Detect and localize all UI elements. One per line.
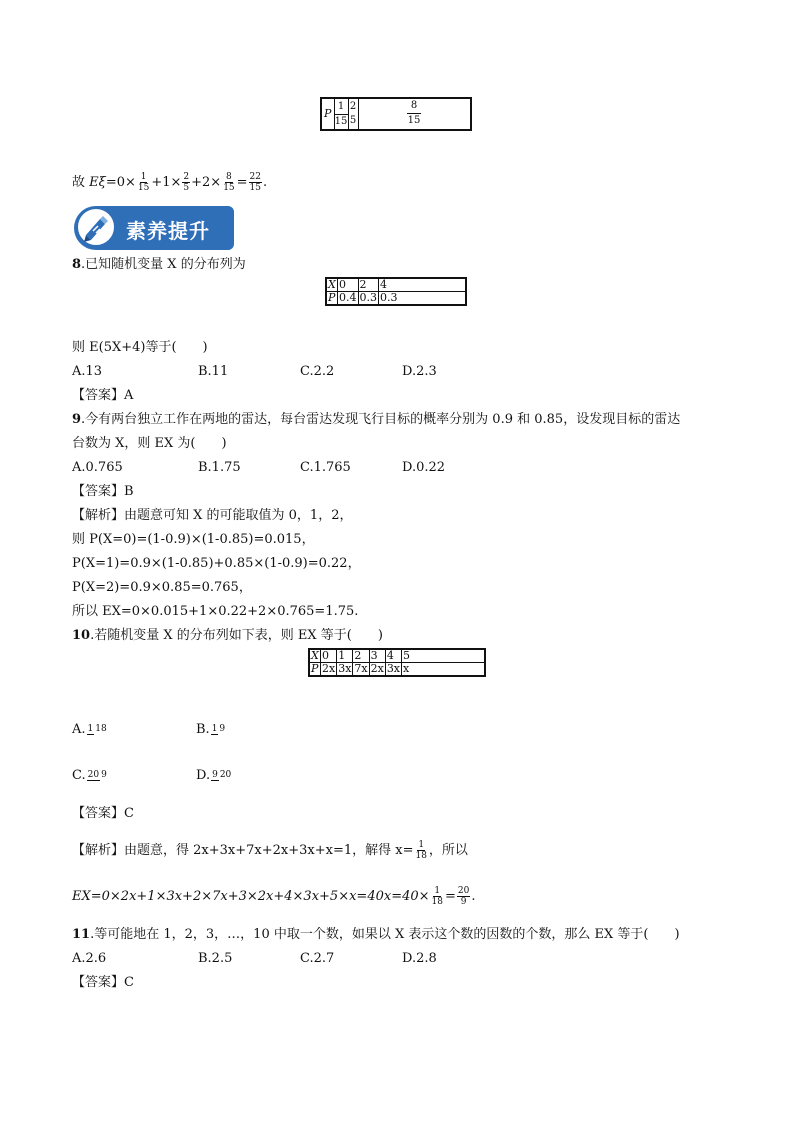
question-number: 10 [72, 628, 91, 643]
option-b[interactable]: B. 1 9 [196, 722, 226, 737]
prefix-text: 故 [72, 175, 86, 190]
option-a[interactable]: A.2.6 [72, 951, 107, 966]
analysis-line: 所以 EX=0×0.015+1×0.22+2×0.765=1.75. [72, 604, 359, 619]
option-b[interactable]: B.11 [198, 364, 229, 379]
question-text: .等可能地在 1，2，3，…，10 中取一个数，如果以 X 表示这个数的因数的个数，那么 EX 等于( ) [90, 927, 680, 942]
cell-2-numerator: 2 [349, 101, 357, 112]
fraction: $\frac{22}{15}$ [249, 172, 261, 193]
p-value: x [402, 663, 485, 677]
question-text: .今有两台独立工作在两地的雷达，每台雷达发现飞行目标的概率分别为 0.9 和 0.85，设发现目标的雷达 [81, 412, 681, 427]
distribution-table-q8 [325, 277, 467, 306]
distribution-table-q10 [308, 648, 486, 677]
question-number: 8 [72, 257, 82, 272]
x-value: 0 [338, 278, 359, 292]
cell-3-denominator: 15 [407, 115, 421, 126]
question-9 [72, 410, 680, 430]
p-value: 0.4 [339, 291, 357, 304]
p-value: 7x [354, 662, 368, 675]
section-banner [74, 206, 234, 250]
x-value: 1 [337, 649, 353, 663]
option-b[interactable]: B.1.75 [198, 460, 241, 475]
question-8 [72, 255, 246, 275]
question-10-options-cd [72, 766, 233, 786]
p-value: 2x [370, 662, 384, 675]
x-value: 3 [369, 649, 385, 663]
question-10-options-ab [72, 720, 227, 740]
option-c[interactable]: C.2.2 [300, 364, 335, 379]
x-value: 5 [402, 649, 485, 663]
analysis-line: 【解析】由题意可知 X 的可能取值为 0，1，2， [72, 508, 353, 523]
analysis-line: 【解析】由题意，得 2x+3x+7x+2x+3x+x=1，解得 x= $\frac{1}{18}$ ，所以 [72, 840, 468, 861]
question-10-answer: 【答案】C [72, 806, 134, 821]
x-value: 2 [353, 649, 369, 663]
p-label: P [309, 663, 321, 677]
option-d[interactable]: D. 9 20 [196, 768, 232, 783]
question-text: .若随机变量 X 的分布列如下表，则 EX 等于( ) [90, 628, 383, 643]
analysis-line: P(X=2)=0.9×0.85=0.765， [72, 580, 252, 595]
option-d[interactable]: D.2.8 [402, 951, 437, 966]
question-11-options [72, 949, 437, 969]
option-c[interactable]: C.1.765 [300, 460, 351, 475]
banner-title: 素养提升 [126, 219, 210, 243]
option-a[interactable]: A. 1 18 [72, 722, 107, 737]
option-a[interactable]: A.0.765 [72, 460, 123, 475]
distribution-table-top [320, 97, 472, 131]
question-9-answer: 【答案】B [72, 484, 134, 499]
p-value: 3x [386, 662, 401, 675]
question-9-options [72, 458, 445, 478]
expr-part: +1× [151, 175, 182, 190]
option-d[interactable]: D.0.22 [402, 460, 446, 475]
option-c[interactable]: C.2.7 [300, 951, 335, 966]
option-a[interactable]: A.13 [72, 364, 103, 379]
row-label-p: P [324, 107, 332, 120]
x-value: 4 [379, 278, 467, 292]
cell-1-denominator: 15 [334, 116, 348, 127]
question-11 [72, 925, 680, 945]
question-number: 9 [72, 412, 82, 427]
question-8-ask: 则 E(5X+4)等于( ) [72, 340, 208, 355]
cell-3-numerator: 8 [410, 100, 418, 111]
pencil-book-icon [76, 207, 116, 247]
x-label: X [328, 278, 336, 291]
expectation-var: Eξ [89, 175, 106, 190]
p-value: 0.3 [359, 291, 377, 304]
p-value: 3x [338, 662, 352, 675]
x-value: 0 [321, 649, 337, 663]
option-b[interactable]: B.2.5 [198, 951, 233, 966]
option-c[interactable]: C. 20 9 [72, 768, 107, 783]
expr-part: = [236, 175, 248, 190]
question-9-line2: 台数为 X，则 EX 为( ) [72, 436, 227, 451]
analysis-line: EX=0×2x+1×3x+2×7x+3×2x+4×3x+5×x=40x=40× $\frac{1}{18}$ = $\frac{20}{9}$ . [72, 886, 476, 907]
fraction: $\frac{8}{15}$ [223, 172, 235, 193]
cell-1-numerator: 1 [334, 99, 348, 115]
question-text: .已知随机变量 X 的分布列为 [81, 257, 246, 272]
p-value: 0.3 [379, 292, 467, 306]
x-label: X [311, 649, 319, 662]
question-10 [72, 626, 383, 646]
p-value: 2x [322, 662, 336, 675]
x-value: 4 [385, 649, 401, 663]
analysis-line: 则 P(X=0)=(1-0.9)×(1-0.85)=0.015， [72, 532, 315, 547]
fraction: $\frac{2}{5}$ [183, 172, 190, 193]
analysis-line: P(X=1)=0.9×(1-0.85)+0.85×(1-0.9)=0.22， [72, 556, 361, 571]
question-number: 11 [72, 927, 91, 942]
expectation-line: 故 Eξ=0× $\frac{1}{15}$ +1× $\frac{2}{5}$ +2× $\frac{8}{15}$ = $\frac{22}{15}$ . [72, 172, 268, 193]
expr-part: +2× [191, 175, 222, 190]
option-d[interactable]: D.2.3 [402, 364, 437, 379]
question-11-answer: 【答案】C [72, 975, 134, 990]
fraction: $\frac{1}{15}$ [137, 172, 150, 193]
question-8-options [72, 362, 437, 382]
expr-part: =0× [105, 175, 136, 190]
p-label: P [326, 292, 338, 306]
question-8-answer: 【答案】A [72, 388, 134, 403]
cell-2-denominator: 5 [349, 115, 357, 126]
x-value: 2 [358, 278, 379, 292]
